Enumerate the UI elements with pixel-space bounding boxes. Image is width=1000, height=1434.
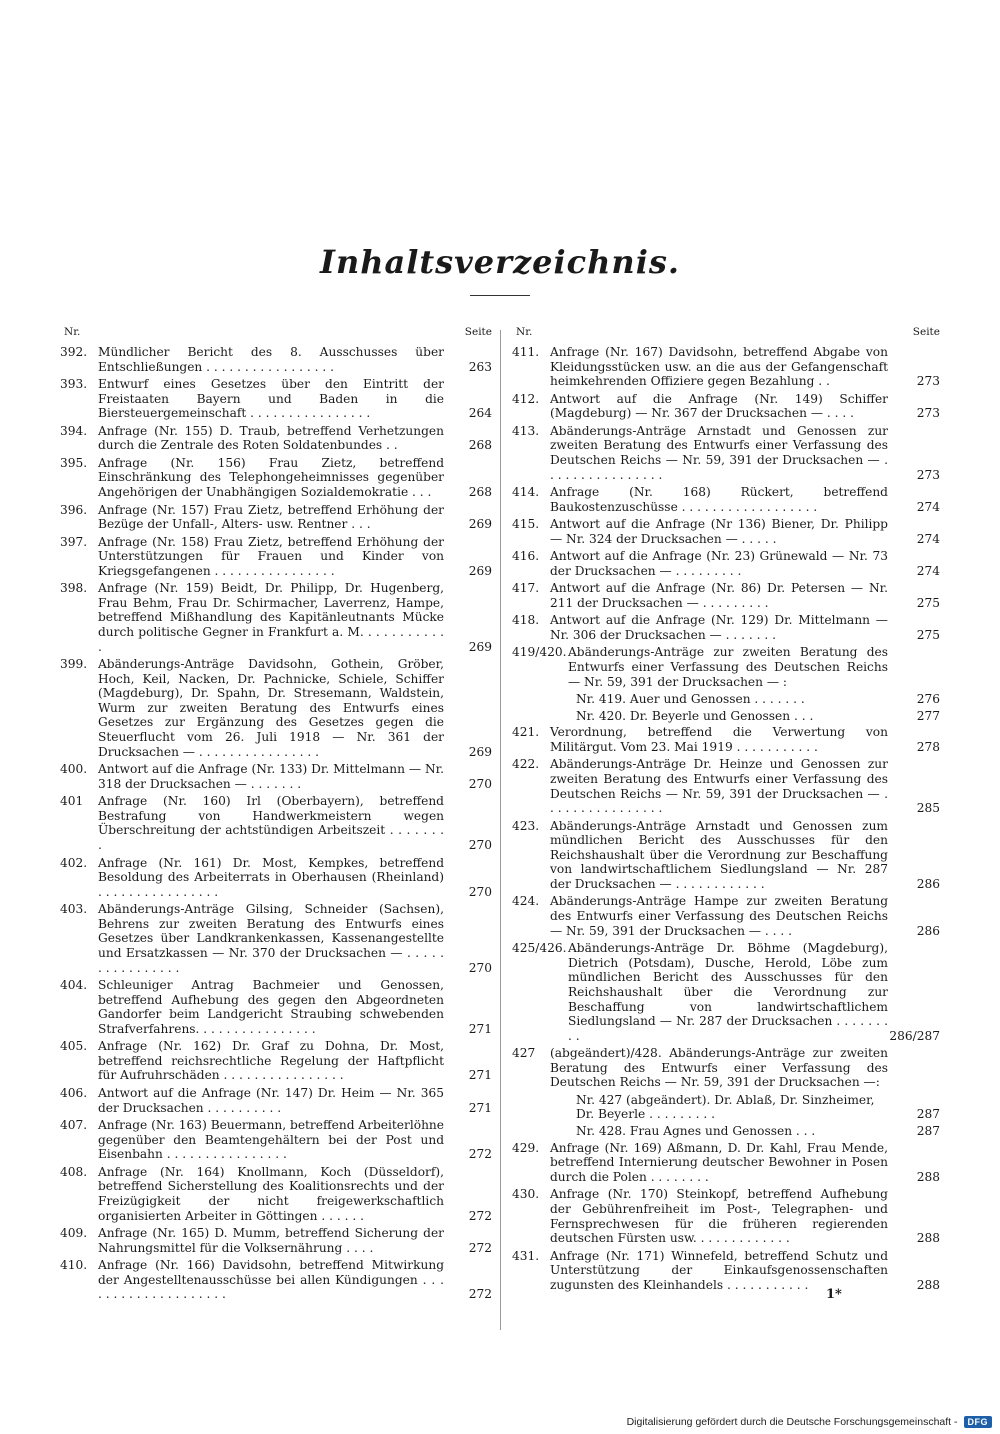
entry-text: Mündlicher Bericht des 8. Ausschusses über Entschließungen . . . . . . . . . . . . . . . . . — [98, 345, 444, 374]
toc-entry — [60, 762, 492, 791]
entry-page: 288 — [916, 1231, 940, 1246]
entry-number: 430. — [512, 1187, 540, 1202]
entry-page: 273 — [916, 467, 940, 482]
entry-text: Anfrage (Nr. 155) D. Traub, betreffend Verhetzungen durch die Zentrale des Roten Soldatenbundes . . — [98, 423, 444, 453]
entry-page: 271 — [468, 1021, 492, 1036]
toc-entry — [512, 1141, 940, 1185]
entry-page: 270 — [468, 838, 492, 853]
toc-entry — [512, 725, 940, 754]
entry-text: Abänderungs-Anträge Dr. Böhme (Magdeburg), Dietrich (Potsdam), Dusche, Herold, Löbe zum mündlichen Bericht des Ausschusses für den Reichshaushalt über die Verordnung zur Beschaffung von landwirtschaftlichem Siedlungsland — Nr. 287 der Drucksachen . . . . . . . . . — [568, 941, 888, 1043]
entry-number: 411. — [512, 345, 540, 359]
entry-page: 263 — [468, 359, 492, 374]
entry-number: 404. — [60, 978, 88, 993]
toc-entry — [60, 503, 492, 532]
entry-number: 431. — [512, 1248, 540, 1263]
entry-number: 416. — [512, 549, 540, 564]
entry-number: 393. — [60, 377, 88, 392]
entry-page: 271 — [468, 1068, 492, 1083]
toc-entry — [60, 456, 492, 500]
nr-label: Nr. — [64, 326, 81, 338]
entry-number: 399. — [60, 657, 88, 672]
toc-entry — [512, 941, 940, 1043]
entry-page: 272 — [468, 1208, 492, 1223]
entry-number: 400. — [60, 762, 88, 777]
toc-entry — [512, 613, 940, 642]
toc-entry — [512, 1187, 940, 1245]
entry-number: 422. — [512, 757, 540, 772]
entry-page: 270 — [468, 960, 492, 975]
entry-number: 398. — [60, 581, 88, 596]
entry-number: 412. — [512, 391, 540, 406]
entry-page: 287 — [916, 1107, 940, 1122]
sub-entry-text: Nr. 420. Dr. Beyerle und Genossen . . . — [576, 708, 814, 723]
entry-text: Anfrage (Nr. 170) Steinkopf, betreffend Aufhebung der Gebührenfreiheit im Post-, Telegraphen- und Fernsprechwesen für die früheren regierenden deutschen Fürsten usw. . . . . . . . . . . . . — [550, 1187, 888, 1246]
entry-text: Abänderungs-Anträge zur zweiten Beratung des Entwurfs einer Verfassung des Deutschen Reichs — Nr. 59, 391 der Drucksachen — : — [568, 645, 888, 689]
toc-entry — [60, 1226, 492, 1255]
entry-page: 269 — [468, 517, 492, 532]
entry-number: 424. — [512, 894, 540, 909]
entry-page: 287 — [916, 1124, 940, 1139]
entry-page: 285 — [916, 801, 940, 816]
entry-page: 286/287 — [889, 1028, 940, 1043]
right-column — [512, 325, 940, 1295]
entry-page: 286 — [916, 876, 940, 891]
entry-number: 417. — [512, 581, 540, 596]
entry-text: Anfrage (Nr. 166) Davidsohn, betreffend Mitwirkung der Angestelltenausschüsse bei allen Kündigungen . . . . . . . . . . . . . . . . . . . . — [98, 1258, 444, 1302]
entry-page: 273 — [916, 406, 940, 421]
dfg-logo: DFG — [964, 1416, 993, 1428]
toc-entry — [60, 535, 492, 579]
column-divider — [500, 330, 501, 1330]
toc-group-entry — [512, 1046, 940, 1090]
entry-page: 274 — [916, 499, 940, 514]
entry-page: 270 — [468, 884, 492, 899]
toc-entry — [60, 377, 492, 421]
entry-text: Anfrage (Nr. 159) Beidt, Dr. Philipp, Dr. Hugenberg, Frau Behm, Frau Dr. Schirmacher, Laverrenz, Hampe, betreffend Mißhandlung des Kapitänleutnants Mücke durch politische Gegner in Frankfurt a. M. . . . . . . . . . . . — [98, 581, 444, 654]
toc-sub-entry — [512, 709, 940, 724]
entry-text: Abänderungs-Anträge Hampe zur zweiten Beratung des Entwurfs einer Verfassung des Deutschen Reichs — Nr. 59, 391 der Drucksachen — . . . . — [550, 894, 888, 938]
left-column — [60, 325, 492, 1305]
title-divider — [470, 295, 530, 296]
entry-page: 271 — [468, 1100, 492, 1115]
toc-entry — [512, 581, 940, 610]
entry-number: 397. — [60, 534, 88, 549]
entry-text: Abänderungs-Anträge Dr. Heinze und Genossen zur zweiten Beratung des Entwurfs einer Verfassung des Deutschen Reichs — Nr. 59, 391 der Drucksachen — . . . . . . . . . . . . . . . . — [550, 757, 888, 816]
entry-page: 278 — [916, 739, 940, 754]
entry-page: 269 — [468, 744, 492, 759]
toc-entry — [60, 657, 492, 759]
entry-text: Schleuniger Antrag Bachmeier und Genossen, betreffend Aufhebung des gegen den Abgeordneten Gandorfer beim Landgericht Straubing schwebenden Strafverfahrens. . . . . . . . . . . . . . . . — [98, 978, 444, 1036]
toc-entry — [512, 549, 940, 578]
entry-page: 274 — [916, 563, 940, 578]
toc-entry — [512, 517, 940, 546]
entry-text: Anfrage (Nr. 160) Irl (Oberbayern), betreffend Bestrafung von Handwerkmeistern wegen Überschreitung der achtstündigen Arbeitszeit . . . . . . . . — [98, 794, 444, 853]
seite-label: Seite — [464, 326, 492, 338]
footer-text: Digitalisierung gefördert durch die Deutsche Forschungsgemeinschaft - — [626, 1416, 958, 1428]
toc-sub-entry — [512, 1093, 940, 1122]
entry-page: 288 — [916, 1169, 940, 1184]
toc-entry — [512, 424, 940, 482]
entry-number: 401 — [60, 794, 84, 809]
entry-text: Anfrage (Nr. 157) Frau Zietz, betreffend Erhöhung der Bezüge der Unfall-, Alters- usw. Rentner . . . — [98, 502, 444, 532]
toc-entry — [60, 1039, 492, 1083]
toc-entry — [60, 1165, 492, 1223]
entry-page: 272 — [468, 1240, 492, 1255]
entry-number: 409. — [60, 1225, 88, 1240]
entry-page: 273 — [916, 374, 940, 389]
toc-entry — [60, 424, 492, 453]
entry-text: Anfrage (Nr. 167) Davidsohn, betreffend Abgabe von Kleidungsstücken usw. an die aus der Gefangenschaft heimkehrenden Offiziere gegen Bezahlung . . — [550, 345, 888, 389]
toc-entry — [60, 978, 492, 1036]
toc-entry — [512, 485, 940, 514]
entry-number: 403. — [60, 902, 88, 917]
entry-number: 421. — [512, 725, 540, 740]
entry-text: Abänderungs-Anträge Davidsohn, Gothein, Gröber, Hoch, Keil, Nacken, Dr. Pachnicke, Schiele, Schiffer (Magdeburg), Dr. Spahn, Dr. Stresemann, Waldstein, Wurm zur zweiten Beratung des Entwurfs eines Gesetzes zur Ergänzung des Gesetzes gegen die Steuerflucht vom 26. Juli 1918 — Nr. 361 der Drucksachen — . . . . . . . . . . . . . . . . — [98, 657, 444, 759]
entry-number: 425/426. — [512, 941, 567, 956]
entry-number: 414. — [512, 485, 540, 500]
entry-number: 392. — [60, 345, 88, 359]
entry-number: 410. — [60, 1258, 88, 1273]
entry-page: 268 — [468, 485, 492, 500]
entry-page: 264 — [468, 406, 492, 421]
entry-page: 286 — [916, 923, 940, 938]
toc-entry — [60, 1118, 492, 1162]
entry-text: Antwort auf die Anfrage (Nr. 133) Dr. Mittelmann — Nr. 318 der Drucksachen — . . . . . . . — [98, 762, 444, 791]
sub-entry-text: Nr. 428. Frau Agnes und Genossen . . . — [576, 1124, 816, 1139]
entry-number: 394. — [60, 423, 88, 438]
sub-entry-text: Nr. 419. Auer und Genossen . . . . . . . — [576, 692, 805, 707]
entry-text: (abgeändert)/428. Abänderungs-Anträge zur zweiten Beratung des Entwurfs einer Verfassung des Deutschen Reichs — Nr. 59, 391 der Drucksachen —: — [550, 1046, 888, 1090]
entry-number: 413. — [512, 423, 540, 438]
footer — [627, 1416, 992, 1428]
entry-text: Anfrage (Nr. 169) Aßmann, D. Dr. Kahl, Frau Mende, betreffend Internierung deutscher Bewohner in Posen durch die Polen . . . . . . . . — [550, 1140, 888, 1184]
entry-number: 419/420. — [512, 645, 567, 660]
entry-text: Antwort auf die Anfrage (Nr 136) Biener, Dr. Philipp — Nr. 324 der Drucksachen — . . . . . — [550, 517, 888, 546]
toc-entry — [60, 1258, 492, 1302]
entry-page: 288 — [916, 1277, 940, 1292]
sub-entry-text: Nr. 427 (abgeändert). Dr. Ablaß, Dr. Sinzheimer, Dr. Beyerle . . . . . . . . . — [576, 1092, 875, 1122]
entry-page: 275 — [916, 627, 940, 642]
entry-number: 406. — [60, 1085, 88, 1100]
entry-number: 408. — [60, 1164, 88, 1179]
toc-entry — [512, 1249, 940, 1293]
toc-entry — [60, 345, 492, 374]
signature-mark: 1* — [826, 1287, 842, 1302]
entry-text: Anfrage (Nr. 168) Rückert, betreffend Baukostenzuschüsse . . . . . . . . . . . . . . . . . . — [550, 485, 888, 514]
entry-page: 272 — [468, 1287, 492, 1302]
entry-number: 396. — [60, 502, 88, 517]
toc-sub-entry — [512, 1124, 940, 1139]
entry-number: 427 — [512, 1046, 536, 1061]
entry-text: Abänderungs-Anträge Arnstadt und Genossen zum mündlichen Bericht des Ausschusses für den Reichshaushalt über die Verordnung zur Beschaffung von landwirtschaftlichem Siedlungsland — Nr. 287 der Drucksachen — . . . . . . . . . . . . — [550, 818, 888, 891]
toc-entry — [512, 819, 940, 892]
entry-text: Antwort auf die Anfrage (Nr. 23) Grünewald — Nr. 73 der Drucksachen — . . . . . . . . . — [550, 549, 888, 578]
toc-entry — [512, 345, 940, 389]
entry-text: Anfrage (Nr. 162) Dr. Graf zu Dohna, Dr. Most, betreffend reichsrechtliche Regelung der Haftpflicht für Aufruhrschäden . . . . . . . . . . . . . . . . — [98, 1039, 444, 1083]
entry-text: Antwort auf die Anfrage (Nr. 86) Dr. Petersen — Nr. 211 der Drucksachen — . . . . . . . . . — [550, 581, 888, 610]
entry-number: 402. — [60, 855, 88, 870]
right-column-header — [512, 325, 940, 339]
entry-text: Verordnung, betreffend die Verwertung von Militärgut. Vom 23. Mai 1919 . . . . . . . . . . . — [550, 725, 888, 754]
toc-group-entry — [512, 645, 940, 689]
seite-label: Seite — [912, 326, 940, 338]
nr-label: Nr. — [516, 326, 533, 338]
entry-page: 269 — [468, 563, 492, 578]
entry-text: Anfrage (Nr. 161) Dr. Most, Kempkes, betreffend Besoldung des Arbeiterrats in Oberhausen (Rheinland) . . . . . . . . . . . . . . . . — [98, 855, 444, 899]
entry-number: 423. — [512, 818, 540, 833]
entry-text: Anfrage (Nr. 164) Knollmann, Koch (Düsseldorf), betreffend Sicherstellung des Koalitionsrechts und der Freizügigkeit der nicht freigewerkschaftlich organisierten Arbeiter in Göttingen . . . . . . — [98, 1164, 444, 1223]
entry-number: 415. — [512, 517, 540, 532]
entry-text: Antwort auf die Anfrage (Nr. 149) Schiffer (Magdeburg) — Nr. 367 der Drucksachen — . . . . — [550, 391, 888, 421]
entry-number: 429. — [512, 1140, 540, 1155]
entry-page: 272 — [468, 1147, 492, 1162]
entry-number: 418. — [512, 613, 540, 628]
entry-number: 407. — [60, 1118, 88, 1133]
entry-text: Anfrage (Nr. 163) Beuermann, betreffend Arbeiterlöhne gegenüber den Beamtengehältern bei der Post und Eisenbahn . . . . . . . . . . . . . . . . — [98, 1118, 444, 1162]
toc-entry — [60, 856, 492, 900]
entry-text: Entwurf eines Gesetzes über den Eintritt der Freistaaten Bayern und Baden in die Biersteuergemeinschaft . . . . . . . . . . . . . . . . — [98, 377, 444, 421]
toc-entry — [60, 1086, 492, 1115]
entry-number: 405. — [60, 1039, 88, 1054]
entry-page: 276 — [916, 692, 940, 707]
toc-entry — [60, 902, 492, 975]
entry-text: Anfrage (Nr. 156) Frau Zietz, betreffend Einschränkung des Telephongeheimnisses gegenüber Angehörigen der Unabhängigen Sozialdemokratie . . . — [98, 455, 444, 500]
entry-text: Antwort auf die Anfrage (Nr. 129) Dr. Mittelmann — Nr. 306 der Drucksachen — . . . . . . . — [550, 613, 888, 642]
entry-number: 395. — [60, 455, 88, 470]
toc-entry — [60, 581, 492, 654]
page-title: Inhaltsverzeichnis. — [319, 243, 680, 281]
entry-page: 277 — [916, 708, 940, 723]
entry-text: Anfrage (Nr. 158) Frau Zietz, betreffend Erhöhung der Unterstützungen für Frauen und Kinder von Kriegsgefangenen . . . . . . . . . . . . . . . . — [98, 534, 444, 578]
entry-page: 269 — [468, 639, 492, 654]
toc-entry — [512, 757, 940, 815]
toc-entry — [512, 392, 940, 421]
entry-text: Abänderungs-Anträge Arnstadt und Genossen zur zweiten Beratung des Entwurfs einer Verfassung des Deutschen Reichs — Nr. 59, 391 der Drucksachen — . . . . . . . . . . . . . . . . — [550, 423, 888, 482]
toc-entry — [512, 894, 940, 938]
entry-page: 274 — [916, 531, 940, 546]
entry-page: 268 — [468, 438, 492, 453]
left-column-header — [60, 325, 492, 339]
entry-text: Anfrage (Nr. 165) D. Mumm, betreffend Sicherung der Nahrungsmittel für die Volksernährung . . . . — [98, 1225, 444, 1255]
entry-text: Anfrage (Nr. 171) Winnefeld, betreffend Schutz und Unterstützung der Einkaufsgenossenschaften zugunsten des Kleinhandels . . . . . . . . . . . — [550, 1248, 888, 1292]
entry-text: Antwort auf die Anfrage (Nr. 147) Dr. Heim — Nr. 365 der Drucksachen . . . . . . . . . . — [98, 1085, 444, 1115]
entry-page: 270 — [468, 776, 492, 791]
entry-text: Abänderungs-Anträge Gilsing, Schneider (Sachsen), Behrens zur zweiten Beratung des Entwurfs eines Gesetzes über Landkrankenkassen, Kassenangestellte und Ersatzkassen — Nr. 370 der Drucksachen — . . . . . . . . . . . . . . . . — [98, 902, 444, 975]
toc-sub-entry — [512, 692, 940, 707]
entry-page: 275 — [916, 595, 940, 610]
toc-entry — [60, 794, 492, 852]
